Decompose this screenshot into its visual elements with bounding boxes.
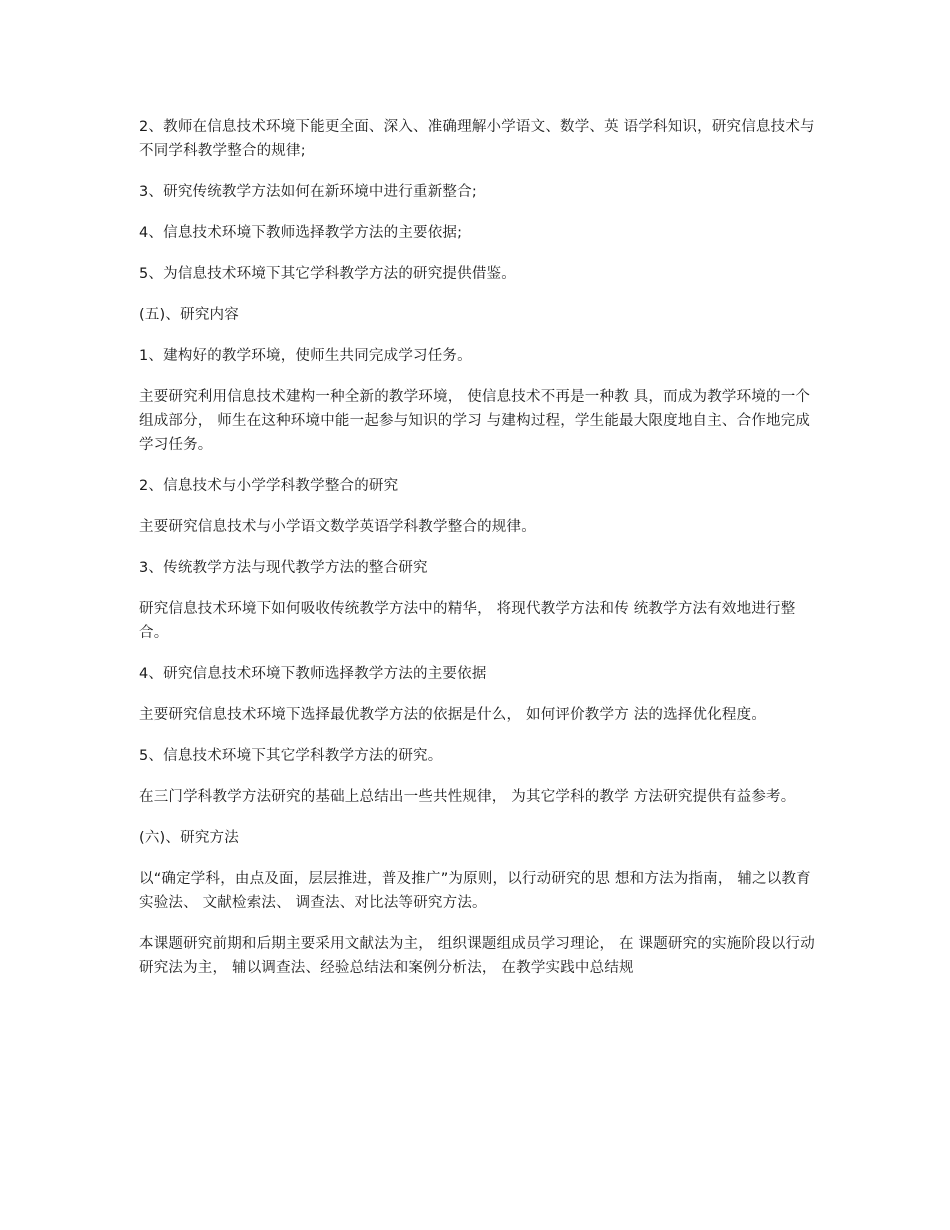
content-item-5-body: 在三门学科教学方法研究的基础上总结出一些共性规律， 为其它学科的教学 方法研究提供有益参考。 bbox=[139, 789, 796, 805]
content-item-3-title: 3、传统教学方法与现代教学方法的整合研究 bbox=[139, 560, 428, 576]
paragraph-objective-2: 2、教师在信息技术环境下能更全面、深入、准确理解小学语文、数学、英 语学科知识，研究信息技术与不同学科教学整合的规律; bbox=[139, 119, 815, 159]
method-paragraph-2: 本课题研究前期和后期主要采用文献法为主， 组织课题组成员学习理论， 在 课题研究的实施阶段以行动研究法为主， 辅以调查法、经验总结法和案例分析法， 在教学实践中总结规 bbox=[139, 936, 815, 976]
content-item-4-title: 4、研究信息技术环境下教师选择教学方法的主要依据 bbox=[139, 666, 487, 682]
content-item-3-body: 研究信息技术环境下如何吸收传统教学方法中的精华， 将现代教学方法和传 统教学方法有效地进行整合。 bbox=[139, 601, 796, 641]
paragraph-objective-3: 3、研究传统教学方法如何在新环境中进行重新整合; bbox=[139, 184, 477, 200]
content-item-5-title: 5、信息技术环境下其它学科教学方法的研究。 bbox=[139, 748, 443, 764]
content-item-4-body: 主要研究信息技术环境下选择最优教学方法的依据是什么， 如何评价教学方 法的选择优化程度。 bbox=[139, 707, 767, 723]
content-item-2-body: 主要研究信息技术与小学语文数学英语学科教学整合的规律。 bbox=[139, 519, 536, 535]
section-heading-research-content: (五)、研究内容 bbox=[139, 307, 239, 323]
document-body bbox=[139, 115, 819, 997]
content-item-2-title: 2、信息技术与小学学科教学整合的研究 bbox=[139, 478, 399, 494]
section-heading-research-method: (六)、研究方法 bbox=[139, 830, 239, 846]
content-item-1-title: 1、建构好的教学环境，使师生共同完成学习任务。 bbox=[139, 348, 472, 364]
paragraph-objective-5: 5、为信息技术环境下其它学科教学方法的研究提供借鉴。 bbox=[139, 266, 516, 282]
content-item-1-body: 主要研究利用信息技术建构一种全新的教学环境， 使信息技术不再是一种教 具，而成为教学环境的一个组成部分， 师生在这种环境中能一起参与知识的学习 与建构过程，学生能最大限度地自主、合作地完成学习任务。 bbox=[139, 389, 811, 453]
method-paragraph-1: 以“确定学科，由点及面，层层推进，普及推广”为原则，以行动研究的思 想和方法为指南， 辅之以教育实验法、 文献检索法、 调查法、对比法等研究方法。 bbox=[139, 871, 811, 911]
paragraph-objective-4: 4、信息技术环境下教师选择教学方法的主要依据; bbox=[139, 225, 463, 241]
